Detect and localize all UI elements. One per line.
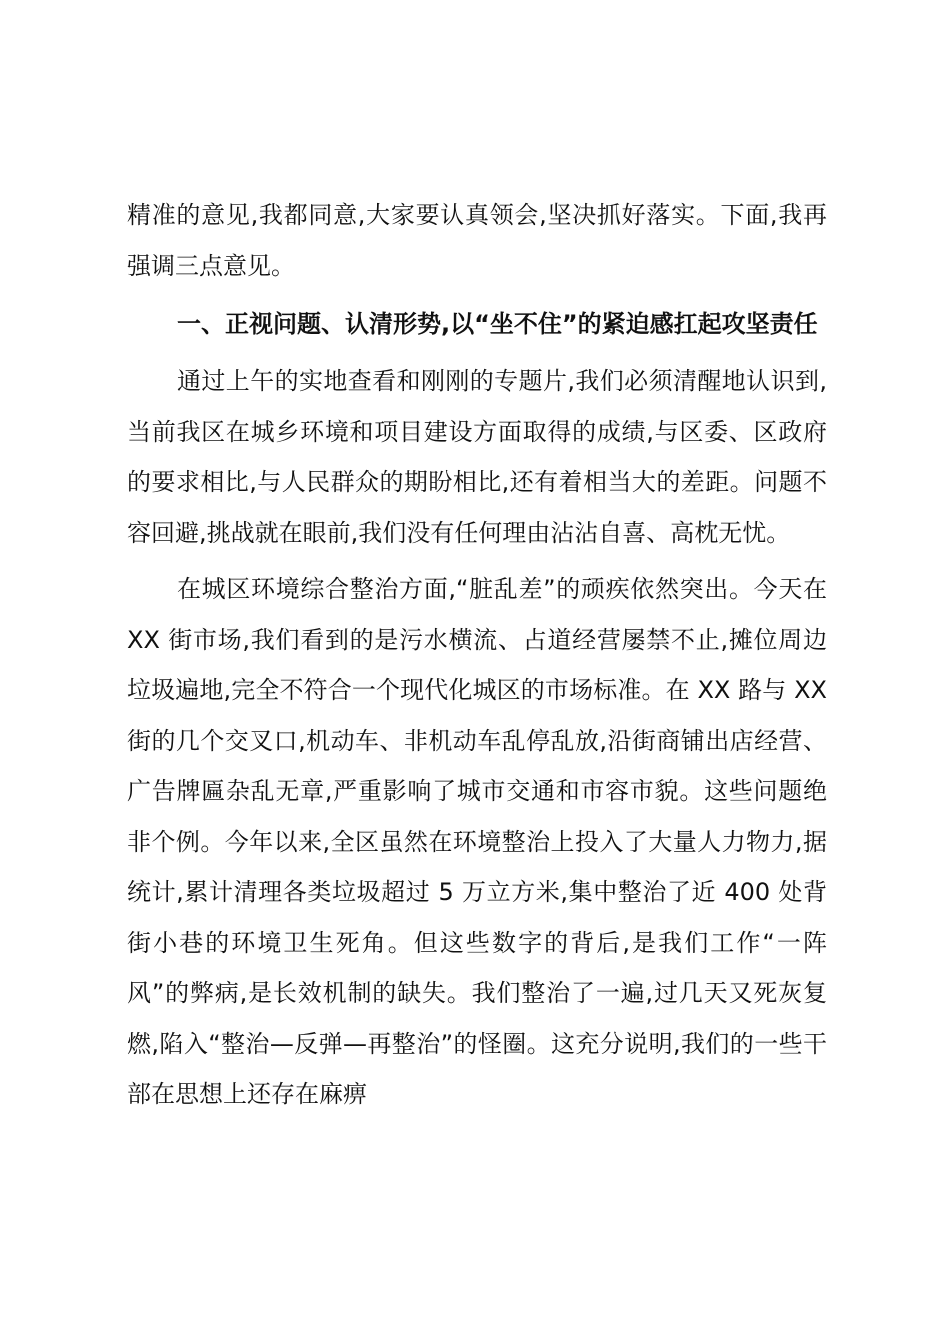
document-body — [127, 190, 827, 1120]
paragraph-situation: 通过上午的实地查看和刚刚的专题片,我们必须清醒地认识到,当前我区在城乡环境和项目建设方面取得的成绩,与区委、区政府的要求相比,与人民群众的期盼相比,还有着相当大的差距。问题不容回避,挑战就在眼前,我们没有任何理由沾沾自喜、高枕无忧。 — [127, 367, 827, 547]
section-heading-1: 一、正视问题、认清形势,以“坐不住”的紧迫感扛起攻坚责任 — [177, 310, 818, 338]
paragraph-environment: 在城区环境综合整治方面,“脏乱差”的顽疾依然突出。今天在 XX 街市场,我们看到的是污水横流、占道经营屡禁不止,摊位周边垃圾遍地,完全不符合一个现代化城区的市场标准。在 XX 路与 XX 街的几个交叉口,机动车、非机动车乱停乱放,沿街商铺出店经营、广告牌匾杂乱无章,严重影响了城市交通和市容市貌。这些问题绝非个例。今年以来,全区虽然在环境整治上投入了大量人力物力,据统计,累计清理各类垃圾超过 5 万立方米,集中整治了近 400 处背街小巷的环境卫生死角。但这些数字的背后,是我们工作“一阵风”的弊病,是长效机制的缺失。我们整治了一遍,过几天又死灰复燃,陷入“整治—反弹—再整治”的怪圈。这充分说明,我们的一些干部在思想上还存在麻痹 — [127, 575, 827, 1108]
paragraph-opening: 精准的意见,我都同意,大家要认真领会,坚决抓好落实。下面,我再强调三点意见。 — [127, 201, 827, 280]
